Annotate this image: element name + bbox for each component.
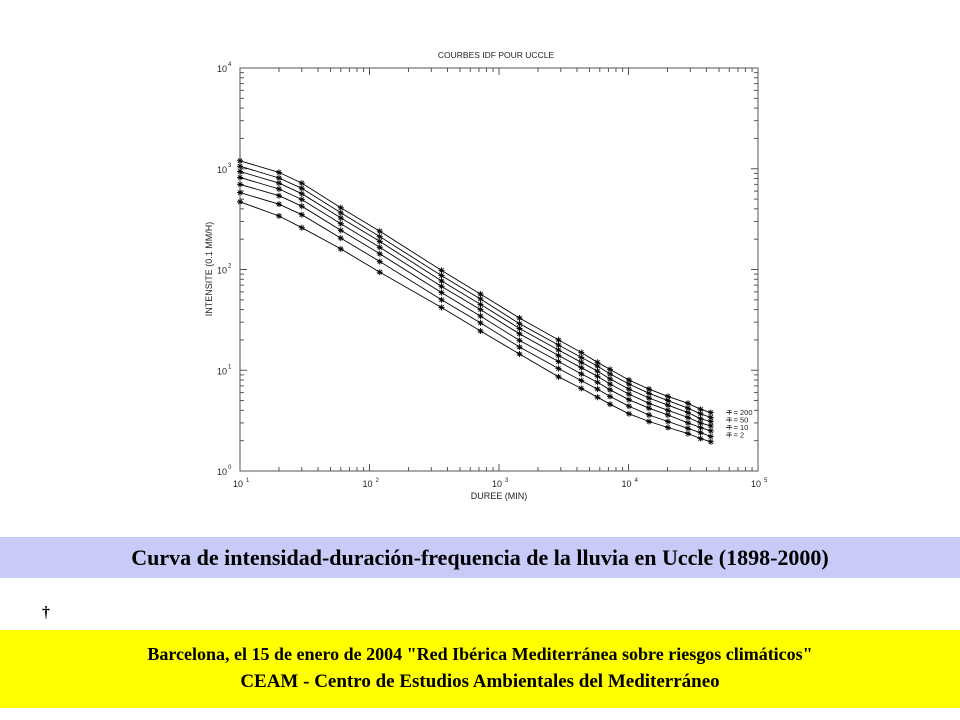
data-point bbox=[665, 412, 671, 418]
data-point bbox=[578, 378, 584, 384]
footer-band bbox=[0, 630, 960, 708]
y-tick-label: 10 bbox=[216, 64, 227, 74]
y-axis-label: INTENSITE (0.1 MM/H) bbox=[204, 221, 214, 317]
y-tick-exponent: 3 bbox=[228, 162, 232, 169]
figure-caption: Curva de intensidad-duración-frequencia de la lluvia en Uccle (1898-2000) bbox=[131, 544, 829, 570]
data-point bbox=[665, 418, 671, 424]
data-point bbox=[237, 199, 243, 205]
data-point bbox=[276, 169, 282, 175]
data-point bbox=[338, 235, 344, 241]
data-point bbox=[276, 201, 282, 207]
data-point bbox=[478, 313, 484, 319]
data-point bbox=[708, 434, 714, 440]
data-point bbox=[478, 320, 484, 326]
data-point bbox=[377, 228, 383, 234]
y-tick-exponent: 0 bbox=[228, 465, 232, 471]
data-point bbox=[478, 301, 484, 307]
data-point bbox=[439, 304, 445, 310]
caption-band bbox=[0, 537, 960, 578]
data-point bbox=[439, 273, 445, 279]
data-point bbox=[299, 212, 305, 218]
data-point bbox=[276, 175, 282, 181]
data-point bbox=[478, 328, 484, 334]
data-point bbox=[338, 246, 344, 252]
legend-entry: T = 200 bbox=[727, 408, 753, 417]
data-point bbox=[594, 379, 600, 385]
data-point bbox=[517, 344, 523, 350]
data-point bbox=[698, 425, 704, 431]
data-point bbox=[594, 368, 600, 374]
data-point bbox=[646, 418, 652, 424]
data-point bbox=[517, 331, 523, 337]
x-axis-label: DUREE (MIN) bbox=[470, 491, 528, 501]
x-tick-label: 10 bbox=[362, 479, 373, 489]
y-tick-exponent: 4 bbox=[228, 62, 232, 68]
series-line bbox=[240, 172, 711, 422]
series-group bbox=[237, 158, 714, 445]
data-point bbox=[708, 439, 714, 445]
data-point bbox=[698, 430, 704, 436]
data-point bbox=[237, 174, 243, 180]
data-point bbox=[237, 181, 243, 187]
data-point bbox=[299, 203, 305, 209]
data-point bbox=[665, 402, 671, 408]
data-point bbox=[607, 401, 613, 407]
data-point bbox=[685, 420, 691, 426]
data-point bbox=[607, 387, 613, 393]
axes bbox=[217, 62, 768, 489]
data-point bbox=[685, 431, 691, 437]
data-point bbox=[555, 359, 561, 365]
data-point bbox=[517, 337, 523, 343]
data-point bbox=[377, 259, 383, 265]
data-point bbox=[377, 238, 383, 244]
legend-entry: T = 2 bbox=[727, 430, 745, 440]
data-point bbox=[594, 386, 600, 392]
x-tick-exponent: 2 bbox=[375, 478, 379, 484]
x-tick-label: 10 bbox=[232, 479, 244, 489]
data-point bbox=[299, 225, 305, 231]
data-point bbox=[377, 251, 383, 257]
x-tick-exponent: 4 bbox=[634, 478, 638, 484]
data-point bbox=[517, 351, 523, 357]
data-point bbox=[478, 296, 484, 302]
data-point bbox=[299, 185, 305, 191]
y-tick-exponent: 1 bbox=[228, 364, 232, 371]
x-tick-exponent: 5 bbox=[764, 478, 768, 484]
chart-title: COURBES IDF POUR UCCLE bbox=[437, 50, 555, 60]
data-point bbox=[646, 405, 652, 411]
data-point bbox=[439, 283, 445, 289]
x-tick-label: 10 bbox=[491, 479, 503, 489]
data-point bbox=[338, 221, 344, 227]
data-point bbox=[626, 397, 632, 403]
data-point bbox=[237, 158, 243, 164]
data-point bbox=[338, 215, 344, 221]
data-point bbox=[338, 227, 344, 233]
x-tick-exponent: 1 bbox=[246, 478, 250, 484]
plot-frame bbox=[240, 68, 758, 471]
y-tick-exponent: 2 bbox=[228, 263, 232, 270]
x-tick-label: 10 bbox=[750, 479, 762, 489]
data-point bbox=[555, 347, 561, 353]
data-point bbox=[646, 395, 652, 401]
data-point bbox=[439, 278, 445, 284]
data-point bbox=[594, 394, 600, 400]
footer-event-line: Barcelona, el 15 de enero de 2004 "Red Ibérica Mediterránea sobre riesgos climáticos" bbox=[147, 644, 813, 664]
legend bbox=[726, 408, 753, 440]
y-tick-label: 10 bbox=[216, 164, 227, 175]
data-point bbox=[685, 425, 691, 431]
data-point bbox=[578, 365, 584, 371]
data-point bbox=[237, 190, 243, 196]
data-point bbox=[607, 381, 613, 387]
data-point bbox=[517, 325, 523, 331]
x-tick-label: 10 bbox=[621, 479, 632, 489]
data-point bbox=[607, 393, 613, 399]
data-point bbox=[555, 366, 561, 372]
series-line bbox=[240, 166, 711, 417]
y-tick-label: 10 bbox=[216, 467, 227, 477]
data-point bbox=[299, 180, 305, 186]
data-point bbox=[685, 414, 691, 420]
legend-entry: T = 10 bbox=[727, 423, 749, 432]
data-point bbox=[626, 391, 632, 397]
data-point bbox=[439, 290, 445, 296]
series-line bbox=[240, 193, 711, 437]
data-point bbox=[626, 403, 632, 409]
data-point bbox=[439, 297, 445, 303]
data-point bbox=[478, 307, 484, 313]
data-point bbox=[626, 411, 632, 417]
data-point bbox=[276, 180, 282, 186]
series-line bbox=[240, 161, 711, 413]
data-point bbox=[237, 168, 243, 174]
data-point bbox=[555, 374, 561, 380]
data-point bbox=[708, 428, 714, 434]
data-point bbox=[276, 213, 282, 219]
data-point bbox=[276, 186, 282, 192]
data-point bbox=[646, 412, 652, 418]
data-point bbox=[578, 385, 584, 391]
legend-entry: T = 50 bbox=[727, 415, 749, 425]
stray-mark: † bbox=[42, 604, 50, 621]
data-point bbox=[299, 197, 305, 203]
data-point bbox=[578, 359, 584, 365]
y-tick-label: 10 bbox=[216, 366, 227, 377]
data-point bbox=[698, 436, 704, 442]
data-point bbox=[377, 269, 383, 275]
data-point bbox=[594, 373, 600, 379]
data-point bbox=[276, 193, 282, 199]
data-point bbox=[377, 244, 383, 250]
data-point bbox=[578, 371, 584, 377]
footer-institution-line: CEAM - Centro de Estudios Ambientales del Mediterráneo bbox=[240, 671, 720, 692]
x-tick-exponent: 3 bbox=[505, 478, 509, 484]
data-point bbox=[665, 425, 671, 431]
series-line bbox=[240, 202, 711, 442]
y-tick-label: 10 bbox=[216, 265, 227, 276]
data-point bbox=[555, 353, 561, 359]
data-point bbox=[299, 191, 305, 197]
data-point bbox=[439, 267, 445, 273]
data-point bbox=[517, 315, 523, 321]
